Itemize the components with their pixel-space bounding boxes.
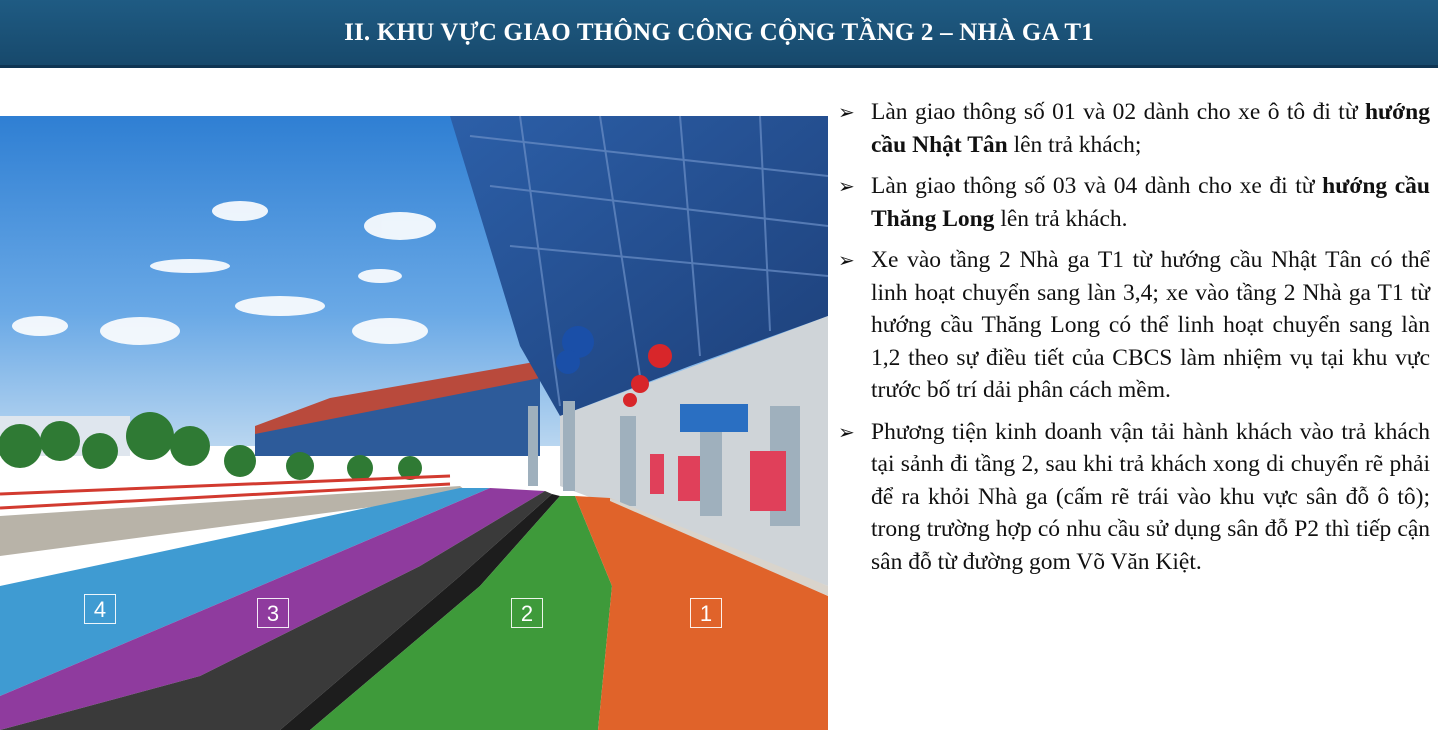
arrow-bullet-icon: ➢ (838, 174, 855, 198)
arrow-bullet-icon: ➢ (838, 419, 855, 444)
list-item: ➢ Xe vào tầng 2 Nhà ga T1 từ hướng cầu Nhật Tân có thể linh hoạt chuyển sang làn 3,4; xe vào tầng 2 Nhà ga T1 từ hướng cầu Thăng Long có thể linh hoạt chuyển sang làn 1,2 theo sự điều tiết của CBCS làm nhiệm vụ tại khu vực trước bố trí dải phân cách mềm. (838, 244, 1430, 407)
lane-badge-3: 3 (257, 598, 289, 628)
terminal-lanes-photo (0, 116, 828, 730)
list-item: ➢ Phương tiện kinh doanh vận tải hành khách vào trả khách tại sảnh đi tầng 2, sau khi trả khách xong di chuyển rẽ phải để ra khỏi Nhà ga (cấm rẽ trái vào khu vực sân đỗ ô tô); trong trường hợp có nhu cầu sử dụng sân đỗ P2 thì tiếp cận sân đỗ từ đường gom Võ Văn Kiệt. (838, 416, 1430, 579)
lane-badge-1: 1 (690, 598, 722, 628)
list-item: ➢ Làn giao thông số 01 và 02 dành cho xe ô tô đi từ hướng cầu Nhật Tân lên trả khách; (838, 96, 1430, 161)
lane-badge-4: 4 (84, 594, 116, 624)
arrow-bullet-icon: ➢ (838, 248, 855, 272)
page-title: II. KHU VỰC GIAO THÔNG CÔNG CỘNG TẦNG 2 – NHÀ GA T1 (344, 18, 1094, 46)
list-item: ➢ Làn giao thông số 03 và 04 dành cho xe đi từ hướng cầu Thăng Long lên trả khách. (838, 170, 1430, 235)
terminal-lanes-illustration (0, 116, 828, 730)
header-banner (0, 0, 1438, 68)
lane-badge-2: 2 (511, 598, 543, 628)
traffic-rules-list (838, 96, 1430, 587)
arrow-bullet-icon: ➢ (838, 100, 855, 124)
